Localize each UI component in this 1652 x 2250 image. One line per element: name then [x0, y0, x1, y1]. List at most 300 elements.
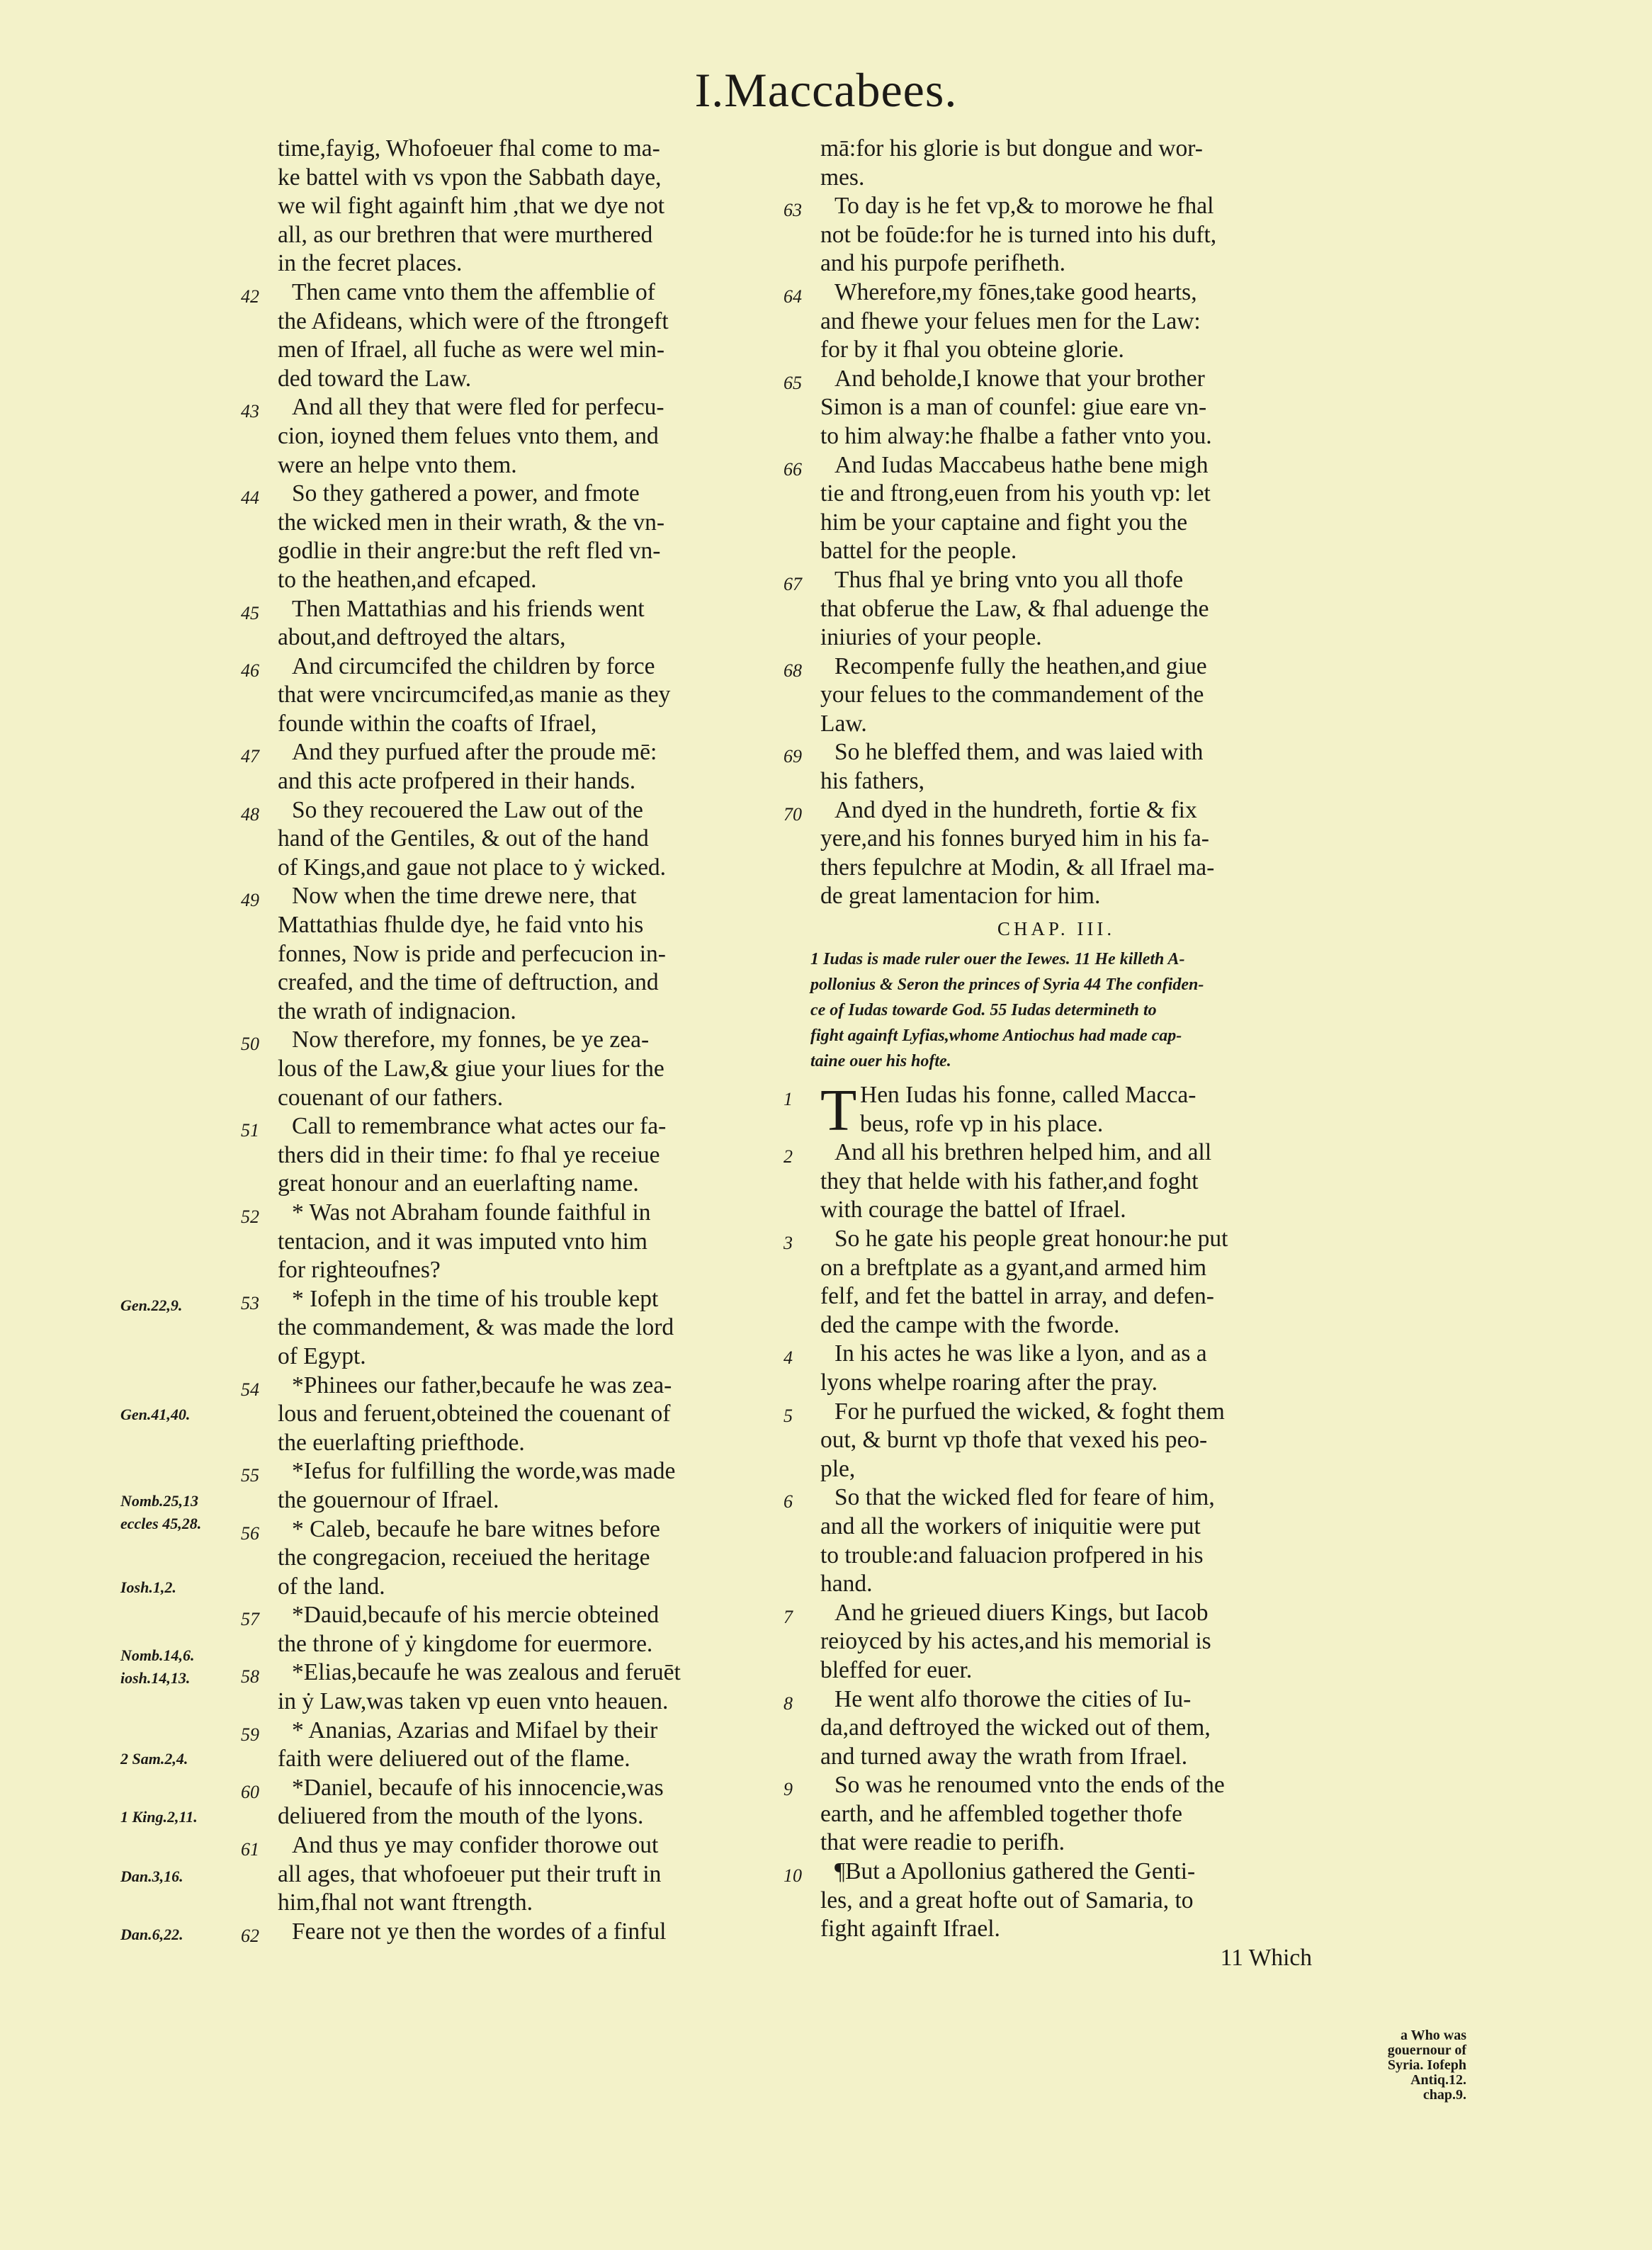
text-line: [241, 854, 786, 883]
text-line: [241, 1860, 786, 1889]
verse-number: 54: [241, 1379, 259, 1400]
verse-text: the wrath of indignacion.: [278, 997, 516, 1024]
verse-text: creafed, and the time of deftruction, and: [278, 969, 659, 996]
text-line: [241, 1429, 786, 1458]
verse-number: 47: [241, 746, 259, 767]
verse-text: great honour and an euerlafting name.: [278, 1170, 639, 1197]
right-top-lines: [783, 135, 1329, 911]
text-line: [783, 249, 1329, 278]
text-line: [783, 1138, 1329, 1168]
verse-text: And beholde,I knowe that your brother: [835, 365, 1205, 392]
verse-text: to trouble:and faluacion profpered in his: [820, 1542, 1204, 1568]
verse-text: and fhewe your felues men for the Law:: [820, 307, 1201, 334]
summary-line: taine ouer his hofte.: [810, 1052, 951, 1071]
verse-text: faith were deliuered out of the flame.: [278, 1746, 630, 1773]
verse-text: lous of the Law,& giue your liues for the: [278, 1056, 664, 1082]
verse-text: your felues to the commandement of the: [820, 682, 1204, 708]
verse-text: beus, rofe vp in his place.: [860, 1110, 1104, 1137]
verse-text: fonnes, Now is pride and perfecucion in-: [278, 940, 666, 967]
verse-text: ke battel with vs vpon the Sabbath daye,: [278, 164, 662, 191]
text-line: [241, 393, 786, 422]
text-line: [783, 1714, 1329, 1743]
verse-text: *Elias,becaufe he was zealous and feruēt: [292, 1659, 681, 1686]
verse-text: and turned away the wrath from Ifrael.: [820, 1743, 1188, 1770]
verse-number: 48: [241, 803, 259, 825]
verse-text: to the heathen,and efcaped.: [278, 566, 537, 593]
text-line: [783, 1570, 1329, 1599]
verse-number: 56: [241, 1522, 259, 1544]
text-line: [241, 192, 786, 221]
text-line: [783, 1196, 1329, 1225]
verse-text: ded toward the Law.: [278, 365, 472, 392]
verse-text: time,fayig, Whofoeuer fhal come to ma-: [278, 135, 660, 162]
verse-text: the gouernour of Ifrael.: [278, 1486, 499, 1513]
text-line: [783, 1225, 1329, 1254]
verse-text: with courage the battel of Ifrael.: [820, 1197, 1126, 1223]
verse-text: him,fhal not want ftrength.: [278, 1889, 533, 1916]
text-line: [241, 1573, 786, 1602]
verse-number: 64: [783, 286, 802, 307]
verse-text: And all they that were fled for perfecu-: [292, 394, 664, 421]
text-line: [241, 1717, 786, 1746]
text-line: [783, 393, 1329, 422]
text-line: [783, 882, 1329, 911]
text-line: [241, 278, 786, 307]
text-line: [241, 480, 786, 509]
text-line: [241, 997, 786, 1027]
verse-text: of Kings,and gaue not place to ẏ wicked.: [278, 854, 666, 881]
verse-number: 58: [241, 1666, 259, 1688]
text-line: [783, 1168, 1329, 1197]
verse-text: And Iudas Maccabeus hathe bene migh: [835, 451, 1209, 478]
verse-text: Law.: [820, 710, 867, 737]
text-line: [783, 1282, 1329, 1311]
verse-text: lyons whelpe roaring after the pray.: [820, 1369, 1158, 1396]
verse-text: Wherefore,my fōnes,take good hearts,: [835, 278, 1197, 305]
text-line: [241, 164, 786, 193]
text-line: [783, 365, 1329, 394]
text-line: [783, 509, 1329, 538]
verse-text: thers did in their time: fo fhal ye receiue: [278, 1141, 660, 1168]
verse-text: So they gathered a power, and fmote: [292, 480, 640, 507]
verse-text: les, and a great hofte out of Samaria, to: [820, 1887, 1194, 1913]
verse-text: He went alfo thorowe the cities of Iu-: [835, 1685, 1192, 1712]
verse-number: 61: [241, 1839, 259, 1860]
verse-text: And thus ye may confider thorowe out: [292, 1832, 659, 1859]
verse-text: mes.: [820, 164, 865, 191]
verse-text: And circumcifed the children by force: [292, 652, 655, 679]
text-line: [241, 1372, 786, 1401]
margin-ref: Dan.3,16.: [120, 1867, 183, 1885]
verse-text: *Daniel, becaufe of his innocencie,was: [292, 1774, 664, 1801]
verse-text: reioyced by his actes,and his memorial is: [820, 1628, 1211, 1655]
drop-cap: T: [820, 1078, 857, 1144]
margin-ref: eccles 45,28.: [120, 1515, 202, 1532]
verse-number: 3: [783, 1233, 793, 1253]
side-note-line: Syria. Iofeph: [1387, 2057, 1466, 2073]
text-line: [783, 192, 1329, 221]
verse-number: 53: [241, 1292, 259, 1313]
side-note-line: chap.9.: [1422, 2087, 1466, 2103]
text-line: [783, 738, 1329, 767]
verse-text: the throne of ẏ kingdome for euermore.: [278, 1630, 653, 1657]
text-line: [783, 422, 1329, 451]
text-line: [241, 1141, 786, 1170]
text-line: [241, 767, 786, 796]
text-line: [783, 221, 1329, 250]
text-line: [241, 595, 786, 624]
verse-text: In his actes he was like a lyon, and as a: [835, 1340, 1207, 1367]
text-line: [241, 1170, 786, 1199]
verse-text: earth, and he affembled together thofe: [820, 1800, 1182, 1827]
verse-text: de great lamentacion for him.: [820, 883, 1101, 910]
text-line: [783, 623, 1329, 652]
verse-text: men of Ifrael, all fuche as were wel min-: [278, 337, 664, 363]
text-line: [783, 1656, 1329, 1685]
verse-text: * Iofeph in the time of his trouble kept: [292, 1285, 659, 1312]
text-line: [783, 1627, 1329, 1656]
verse-text: they that helde with his father,and foght: [820, 1168, 1199, 1194]
verse-number: 60: [241, 1781, 259, 1802]
text-line: [241, 1630, 786, 1659]
verse-text: the Afideans, which were of the ftrongeft: [278, 307, 669, 334]
margin-ref: iosh.14,13.: [120, 1669, 191, 1687]
summary-line: fight againft Lyfias,whome Antiochus had made cap-: [810, 1027, 1182, 1046]
text-line: [783, 1858, 1329, 1887]
verse-number: 59: [241, 1724, 259, 1745]
verse-text: all ages, that whofoeuer put their truft in: [278, 1860, 662, 1887]
left-lines: [241, 135, 786, 1946]
margin-ref: Iosh.1,2.: [120, 1578, 176, 1596]
text-line: [241, 365, 786, 394]
verse-text: To day is he fet vp,& to morowe he fhal: [835, 193, 1214, 220]
text-line: [241, 1658, 786, 1688]
text-line: [241, 1400, 786, 1429]
text-line: [241, 681, 786, 710]
text-line: [241, 537, 786, 566]
verse-text: hand of the Gentiles, & out of the hand: [278, 825, 649, 852]
margin-ref: Dan.6,22.: [120, 1926, 183, 1943]
verse-text: that obferue the Law, & fhal aduenge the: [820, 595, 1209, 622]
verse-text: * Caleb, becaufe he bare witnes before: [292, 1515, 660, 1542]
text-line: [783, 710, 1329, 739]
text-line: [783, 796, 1329, 825]
text-line: [783, 1915, 1329, 1944]
text-line: [241, 336, 786, 365]
verse-number: 9: [783, 1779, 793, 1800]
verse-number: 62: [241, 1925, 259, 1946]
text-line: [241, 738, 786, 767]
text-line: [241, 1802, 786, 1831]
text-line: [783, 537, 1329, 566]
verse-text: of the land.: [278, 1573, 385, 1600]
text-line: [241, 566, 786, 595]
summary-line: 1 Iudas is made ruler ouer the Iewes. 11 He killeth A-: [810, 950, 1185, 969]
verse-text: and all the workers of iniquitie were put: [820, 1513, 1201, 1539]
verse-text: Call to remembrance what actes our fa-: [292, 1113, 667, 1140]
text-line: [241, 1285, 786, 1314]
verse-number: 1: [783, 1089, 793, 1110]
chapter-opening-line-2: [783, 1110, 1329, 1139]
verse-number: 8: [783, 1692, 793, 1714]
text-line: [241, 1112, 786, 1141]
verse-text: the commandement, & was made the lord: [278, 1314, 674, 1341]
verse-text: the wicked men in their wrath, & the vn-: [278, 509, 665, 536]
text-line: [783, 1599, 1329, 1628]
text-line: [783, 1513, 1329, 1542]
left-column: [241, 135, 786, 1946]
text-line: [783, 1743, 1329, 1772]
text-line: [783, 1887, 1329, 1916]
text-line: [783, 652, 1329, 682]
verse-number: 65: [783, 372, 802, 393]
text-line: [241, 1084, 786, 1113]
catchword: 11 Which: [1220, 1944, 1312, 1971]
text-line: [241, 796, 786, 825]
verse-text: him be your captaine and fight you the: [820, 509, 1188, 536]
verse-number: 45: [241, 602, 259, 623]
verse-text: thers fepulchre at Modin, & all Ifrael ma-: [820, 854, 1215, 881]
text-line: [241, 882, 786, 911]
text-line: [783, 1455, 1329, 1484]
verse-text: to him alway:he fhalbe a father vnto you.: [820, 422, 1212, 449]
margin-ref: Nomb.14,6.: [120, 1646, 195, 1664]
verse-number: 42: [241, 286, 259, 307]
text-line: [241, 1199, 786, 1228]
verse-text: Thus fhal ye bring vnto you all thofe: [835, 566, 1184, 593]
verse-text: were an helpe vnto them.: [278, 451, 517, 478]
verse-text: godlie in their angre:but the reft fled vn-: [278, 538, 661, 565]
text-line: [783, 566, 1329, 595]
text-line: [241, 1486, 786, 1515]
verse-text: lous and feruent,obteined the couenant of: [278, 1401, 671, 1428]
verse-text: da,and deftroyed the wicked out of them,: [820, 1714, 1211, 1741]
verse-text: all, as our brethren that were murthered: [278, 221, 653, 248]
text-line: [241, 1026, 786, 1055]
verse-text: hand.: [820, 1571, 873, 1598]
page-title: I.Maccabees.: [694, 63, 958, 117]
verse-text: that were vncircumcifed,as manie as they: [278, 682, 671, 708]
verse-text: cion, ioyned them felues vnto them, and: [278, 422, 659, 449]
chapter-heading: CHAP. III.: [997, 918, 1116, 940]
side-note-line: Antiq.12.: [1410, 2072, 1466, 2088]
text-line: [241, 422, 786, 451]
verse-text: deliuered from the mouth of the lyons.: [278, 1803, 644, 1830]
verse-text: battel for the people.: [820, 538, 1017, 565]
verse-text: tentacion, and it was imputed vnto him: [278, 1228, 647, 1255]
verse-text: in the fecret places.: [278, 250, 463, 277]
text-line: [783, 451, 1329, 480]
right-bottom-lines: [783, 1138, 1329, 1944]
verse-number: 63: [783, 200, 802, 221]
verse-number: 68: [783, 660, 802, 681]
text-line: [783, 1483, 1329, 1513]
text-line: [783, 1340, 1329, 1369]
margin-ref: 1 King.2,11.: [120, 1808, 198, 1826]
verse-number: 51: [241, 1120, 259, 1141]
verse-text: And he grieued diuers Kings, but Iacob: [835, 1599, 1209, 1626]
verse-text: that were readie to perifh.: [820, 1829, 1065, 1856]
text-line: [783, 336, 1329, 365]
text-line: [783, 854, 1329, 883]
verse-text: out, & burnt vp thofe that vexed his peo-: [820, 1427, 1208, 1454]
verse-text: ded the campe with the fworde.: [820, 1311, 1120, 1338]
text-line: [241, 1774, 786, 1803]
verse-text: couenant of our fathers.: [278, 1084, 504, 1111]
verse-text: the euerlafting priefthode.: [278, 1429, 525, 1456]
text-line: [241, 1745, 786, 1774]
text-line: [783, 135, 1329, 164]
right-column: [783, 135, 1329, 1972]
verse-text: Hen Iudas his fonne, called Macca-: [860, 1082, 1196, 1109]
verse-text: fight againft Ifrael.: [820, 1916, 1000, 1943]
text-line: [241, 135, 786, 164]
text-line: [241, 940, 786, 969]
verse-text: Then Mattathias and his friends went: [292, 595, 645, 622]
text-line: [783, 1800, 1329, 1829]
chapter-summary: [783, 946, 1328, 1074]
text-line: [783, 480, 1329, 509]
verse-text: So he bleffed them, and was laied with: [835, 739, 1204, 766]
text-line: [241, 1457, 786, 1486]
text-line: [241, 1055, 786, 1084]
verse-text: *Dauid,becaufe of his mercie obteined: [292, 1602, 660, 1629]
text-line: [241, 1918, 786, 1947]
side-note-line: gouernour of: [1387, 2042, 1466, 2058]
verse-text: his fathers,: [820, 768, 924, 795]
text-line: [241, 1688, 786, 1717]
verse-number: 44: [241, 487, 259, 509]
margin-ref: Nomb.25,13: [120, 1492, 198, 1510]
text-line: [783, 278, 1329, 307]
text-line: [241, 1544, 786, 1573]
text-line: [783, 595, 1329, 624]
verse-text: we wil fight againft him ,that we dye not: [278, 193, 665, 220]
verse-number: 67: [783, 573, 802, 594]
verse-text: bleffed for euer.: [820, 1656, 973, 1683]
verse-text: and his purpofe perifheth.: [820, 250, 1066, 277]
side-note: [1332, 2028, 1466, 2103]
text-line: [783, 1828, 1329, 1858]
verse-text: So was he renoumed vnto the ends of the: [835, 1772, 1225, 1799]
text-line: [783, 1369, 1329, 1398]
verse-number: 49: [241, 890, 259, 911]
verse-text: Now therefore, my fonnes, be ye zea-: [292, 1027, 650, 1053]
verse-text: yere,and his fonnes buryed him in his fa-: [820, 825, 1209, 852]
verse-text: not be foūde:for he is turned into his duft,: [820, 221, 1217, 248]
text-line: [783, 1254, 1329, 1283]
text-line: [783, 1426, 1329, 1455]
text-line: [783, 307, 1329, 337]
verse-number: 10: [783, 1865, 802, 1887]
verse-number: 70: [783, 803, 802, 825]
verse-text: and this acte profpered in their hands.: [278, 768, 636, 795]
verse-number: 55: [241, 1465, 259, 1486]
text-line: [241, 221, 786, 250]
verse-text: for by it fhal you obteine glorie.: [820, 337, 1124, 363]
text-line: [241, 1889, 786, 1918]
verse-text: in ẏ Law,was taken vp euen vnto heauen.: [278, 1688, 669, 1715]
verse-text: So they recouered the Law out of the: [292, 796, 643, 823]
verse-text: iniuries of your people.: [820, 624, 1042, 651]
margin-ref: Gen.22,9.: [120, 1296, 183, 1314]
text-line: [783, 164, 1329, 193]
text-line: [783, 1398, 1329, 1427]
verse-text: Feare not ye then the wordes of a finful: [292, 1918, 667, 1945]
verse-text: Now when the time drewe nere, that: [292, 883, 637, 910]
verse-text: Then came vnto them the affemblie of: [292, 278, 655, 305]
summary-line: ce of Iudas towarde God. 55 Iudas determineth to: [810, 1001, 1157, 1020]
verse-number: 7: [783, 1606, 793, 1627]
verse-text: *Iefus for fulfilling the worde,was made: [292, 1458, 676, 1485]
verse-text: So he gate his people great honour:he put: [835, 1226, 1228, 1252]
text-line: [241, 710, 786, 739]
margin-ref: 2 Sam.2,4.: [120, 1750, 188, 1768]
verse-text: ¶But a Apollonius gathered the Genti-: [835, 1858, 1196, 1885]
text-line: [241, 968, 786, 997]
verse-text: *Phinees our father,becaufe he was zea-: [292, 1372, 672, 1398]
text-line: [241, 652, 786, 682]
text-line: [783, 1771, 1329, 1800]
verse-text: Mattathias fhulde dye, he faid vnto his: [278, 912, 644, 939]
verse-number: 2: [783, 1146, 793, 1168]
text-line: [241, 1831, 786, 1860]
text-line: [241, 1256, 786, 1285]
verse-text: of Egypt.: [278, 1342, 366, 1369]
verse-number: 66: [783, 458, 802, 480]
text-line: [783, 825, 1329, 854]
verse-text: felf, and fet the battel in array, and defen-: [820, 1283, 1214, 1310]
verse-number: 69: [783, 746, 802, 767]
verse-number: 6: [783, 1491, 793, 1513]
summary-line: pollonius & Seron the princes of Syria 44 The confiden-: [810, 976, 1204, 995]
text-line: [241, 1313, 786, 1342]
verse-number: 5: [783, 1405, 793, 1426]
text-line: [241, 1228, 786, 1257]
verse-text: Simon is a man of counfel: giue eare vn-: [820, 394, 1207, 421]
verse-text: So that the wicked fled for feare of him,: [835, 1484, 1215, 1511]
verse-number: 4: [783, 1347, 793, 1369]
verse-text: founde within the coafts of Ifrael,: [278, 710, 597, 737]
side-note-line: a Who was: [1401, 2028, 1466, 2043]
text-line: [241, 623, 786, 652]
text-line: [241, 509, 786, 538]
text-line: [241, 1342, 786, 1372]
text-line: [783, 681, 1329, 710]
verse-text: for righteoufnes?: [278, 1257, 441, 1284]
verse-number: 43: [241, 401, 259, 422]
text-line: [241, 825, 786, 854]
text-line: [783, 1685, 1329, 1714]
text-line: [241, 911, 786, 940]
verse-text: ple,: [820, 1455, 856, 1482]
verse-number: 46: [241, 660, 259, 681]
text-line: [241, 307, 786, 337]
verse-text: on a breftplate as a gyant,and armed him: [820, 1254, 1207, 1281]
verse-text: tie and ftrong,euen from his youth vp: let: [820, 480, 1211, 507]
text-line: [783, 767, 1329, 796]
verse-text: mā:for his glorie is but dongue and wor-: [820, 135, 1203, 162]
text-line: [241, 1601, 786, 1630]
text-line: [241, 451, 786, 480]
margin-ref: Gen.41,40.: [120, 1406, 191, 1423]
text-line: [783, 1542, 1329, 1571]
verse-text: For he purfued the wicked, & foght them: [835, 1398, 1225, 1425]
verse-text: And dyed in the hundreth, fortie & fix: [835, 796, 1197, 823]
verse-number: 50: [241, 1034, 259, 1055]
text-line: [783, 1311, 1329, 1340]
verse-text: * Was not Abraham founde faithful in: [292, 1199, 651, 1226]
